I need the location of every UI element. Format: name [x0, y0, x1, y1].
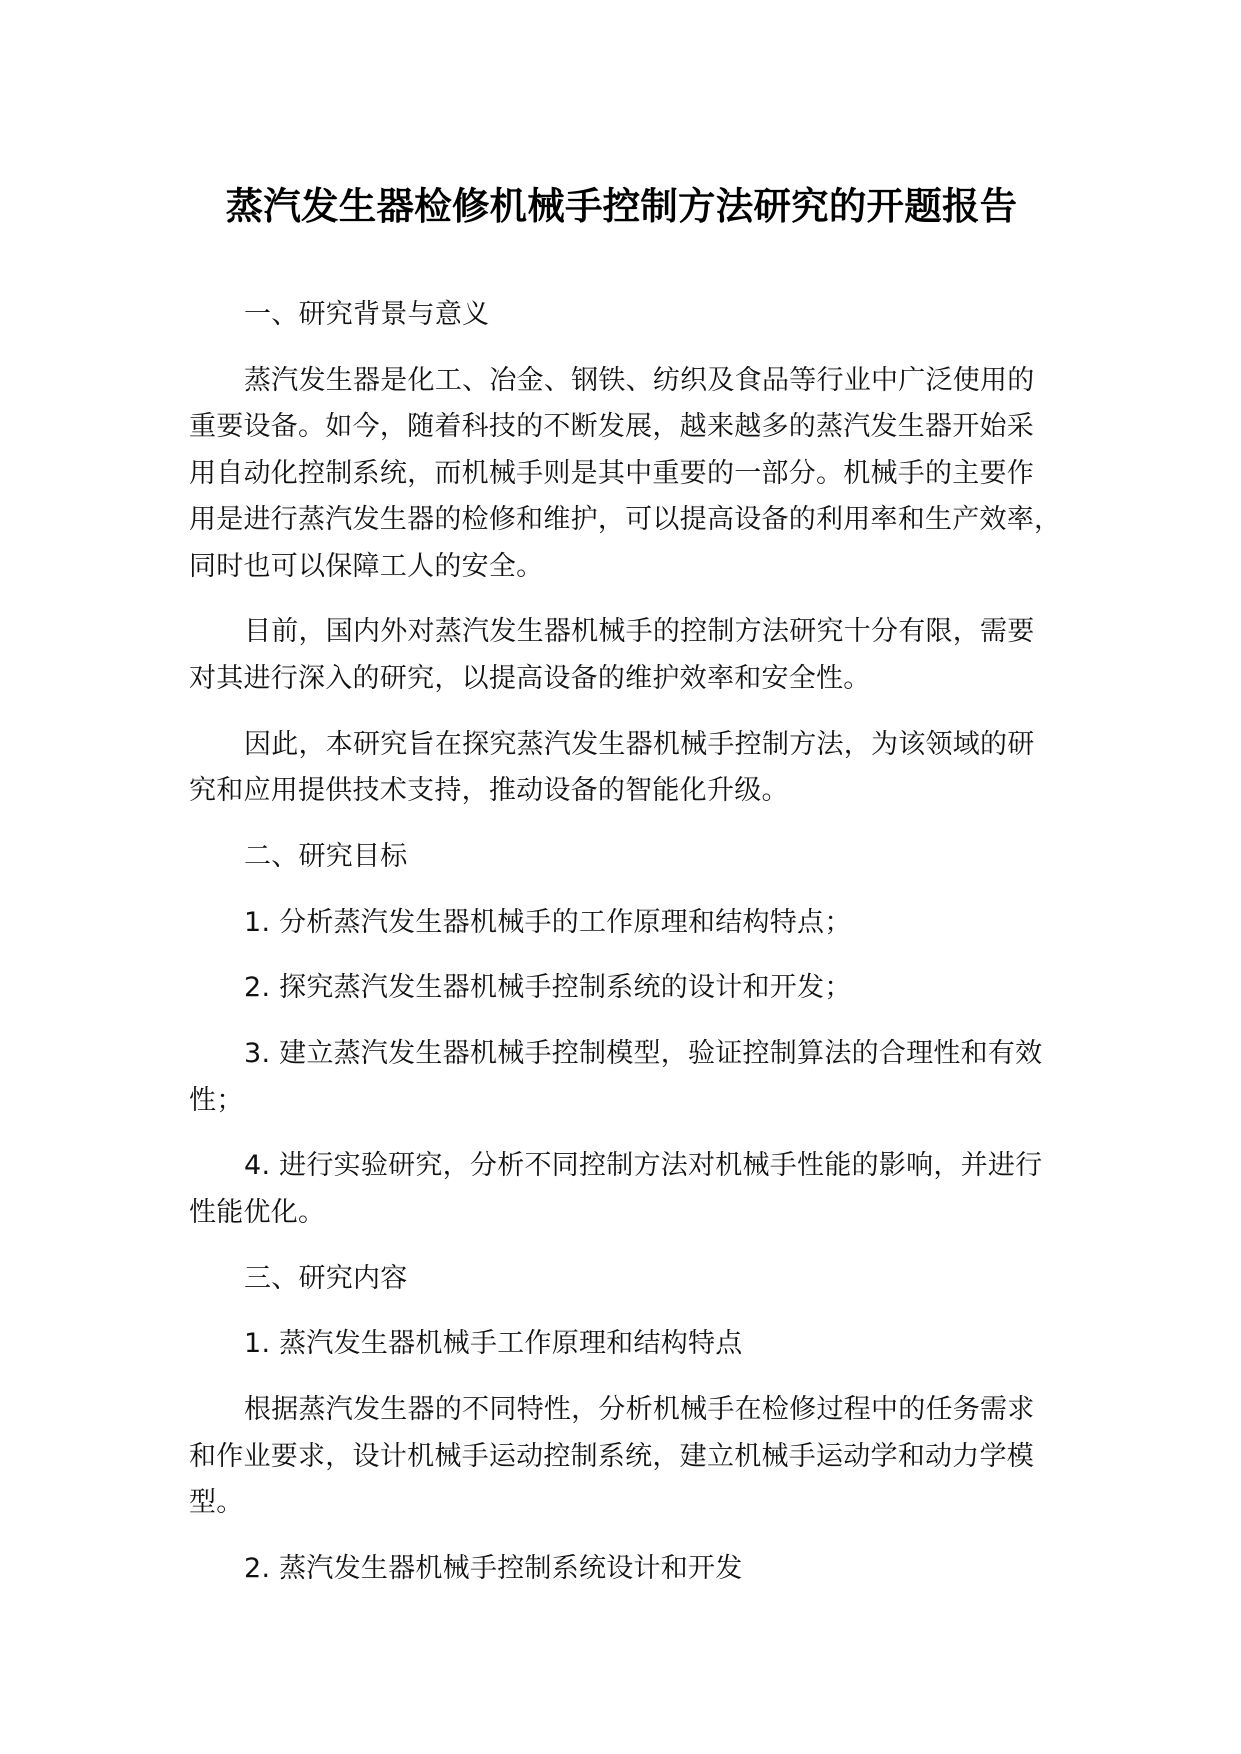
subsection-heading: [189, 1321, 1054, 1368]
paragraph-line: 和作业要求，设计机械手运动控制系统，建立机械手运动学和动力学模: [189, 1440, 1035, 1472]
section-heading-text: 一、研究背景与意义: [244, 298, 490, 330]
paragraph-line: 对其进行深入的研究，以提高设备的维护效率和安全性。: [189, 662, 871, 694]
list-item: [189, 900, 1054, 947]
section-research-background: [189, 292, 1062, 815]
paragraph: [189, 358, 1062, 591]
list-item-line: 性能优化。: [189, 1196, 326, 1228]
section-heading: [189, 1256, 1054, 1303]
list-item-line: 1. 分析蒸汽发生器机械手的工作原理和结构特点；: [244, 906, 852, 938]
list-item-line: 性；: [189, 1084, 244, 1116]
section-research-content: [189, 1256, 1054, 1593]
paragraph-line: 型。: [189, 1487, 244, 1518]
paragraph-line: 蒸汽发生器是化工、冶金、钢铁、纺织及食品等行业中广泛使用的: [244, 364, 1035, 396]
paragraph-line: 用自动化控制系统，而机械手则是其中重要的一部分。机械手的主要作: [189, 457, 1035, 489]
paragraph-line: 目前，国内外对蒸汽发生器机械手的控制方法研究十分有限，需要: [244, 616, 1035, 648]
paragraph-line: 根据蒸汽发生器的不同特性，分析机械手在检修过程中的任务需求: [244, 1394, 1035, 1425]
list-item-line: 4. 进行实验研究，分析不同控制方法对机械手性能的影响，并进行: [244, 1150, 1043, 1182]
section-heading: [189, 292, 1054, 339]
paragraph: [189, 609, 1054, 702]
list-item: [189, 1143, 1054, 1236]
section-heading-text: 二、研究目标: [244, 840, 408, 872]
list-item-line: 3. 建立蒸汽发生器机械手控制模型，验证控制算法的合理性和有效: [244, 1038, 1043, 1069]
paragraph-line: 重要设备。如今，随着科技的不断发展，越来越多的蒸汽发生器开始采: [189, 411, 1035, 442]
paragraph-line: 因此，本研究旨在探究蒸汽发生器机械手控制方法，为该领域的研: [244, 728, 1035, 760]
document-title: 蒸汽发生器检修机械手控制方法研究的开题报告: [225, 184, 1018, 228]
subsection-heading-text: 1. 蒸汽发生器机械手工作原理和结构特点: [244, 1328, 743, 1360]
paragraph: [189, 1387, 1054, 1527]
paragraph-line: 用是进行蒸汽发生器的检修和维护，可以提高设备的利用率和生产效率，: [189, 504, 1062, 535]
paragraph: [189, 722, 1054, 815]
paragraph-line: 同时也可以保障工人的安全。: [189, 550, 544, 582]
section-heading: [189, 834, 1054, 881]
subsection-heading: [189, 1546, 1054, 1593]
paragraph-line: 究和应用提供技术支持，推动设备的智能化升级。: [189, 775, 789, 806]
list-item: [189, 1031, 1054, 1124]
list-item: [189, 965, 1054, 1012]
section-heading-text: 三、研究内容: [244, 1262, 408, 1294]
list-item-line: 2. 探究蒸汽发生器机械手控制系统的设计和开发；: [244, 972, 852, 1004]
subsection-heading-text: 2. 蒸汽发生器机械手控制系统设计和开发: [244, 1552, 743, 1584]
section-research-goals: [189, 834, 1054, 1237]
